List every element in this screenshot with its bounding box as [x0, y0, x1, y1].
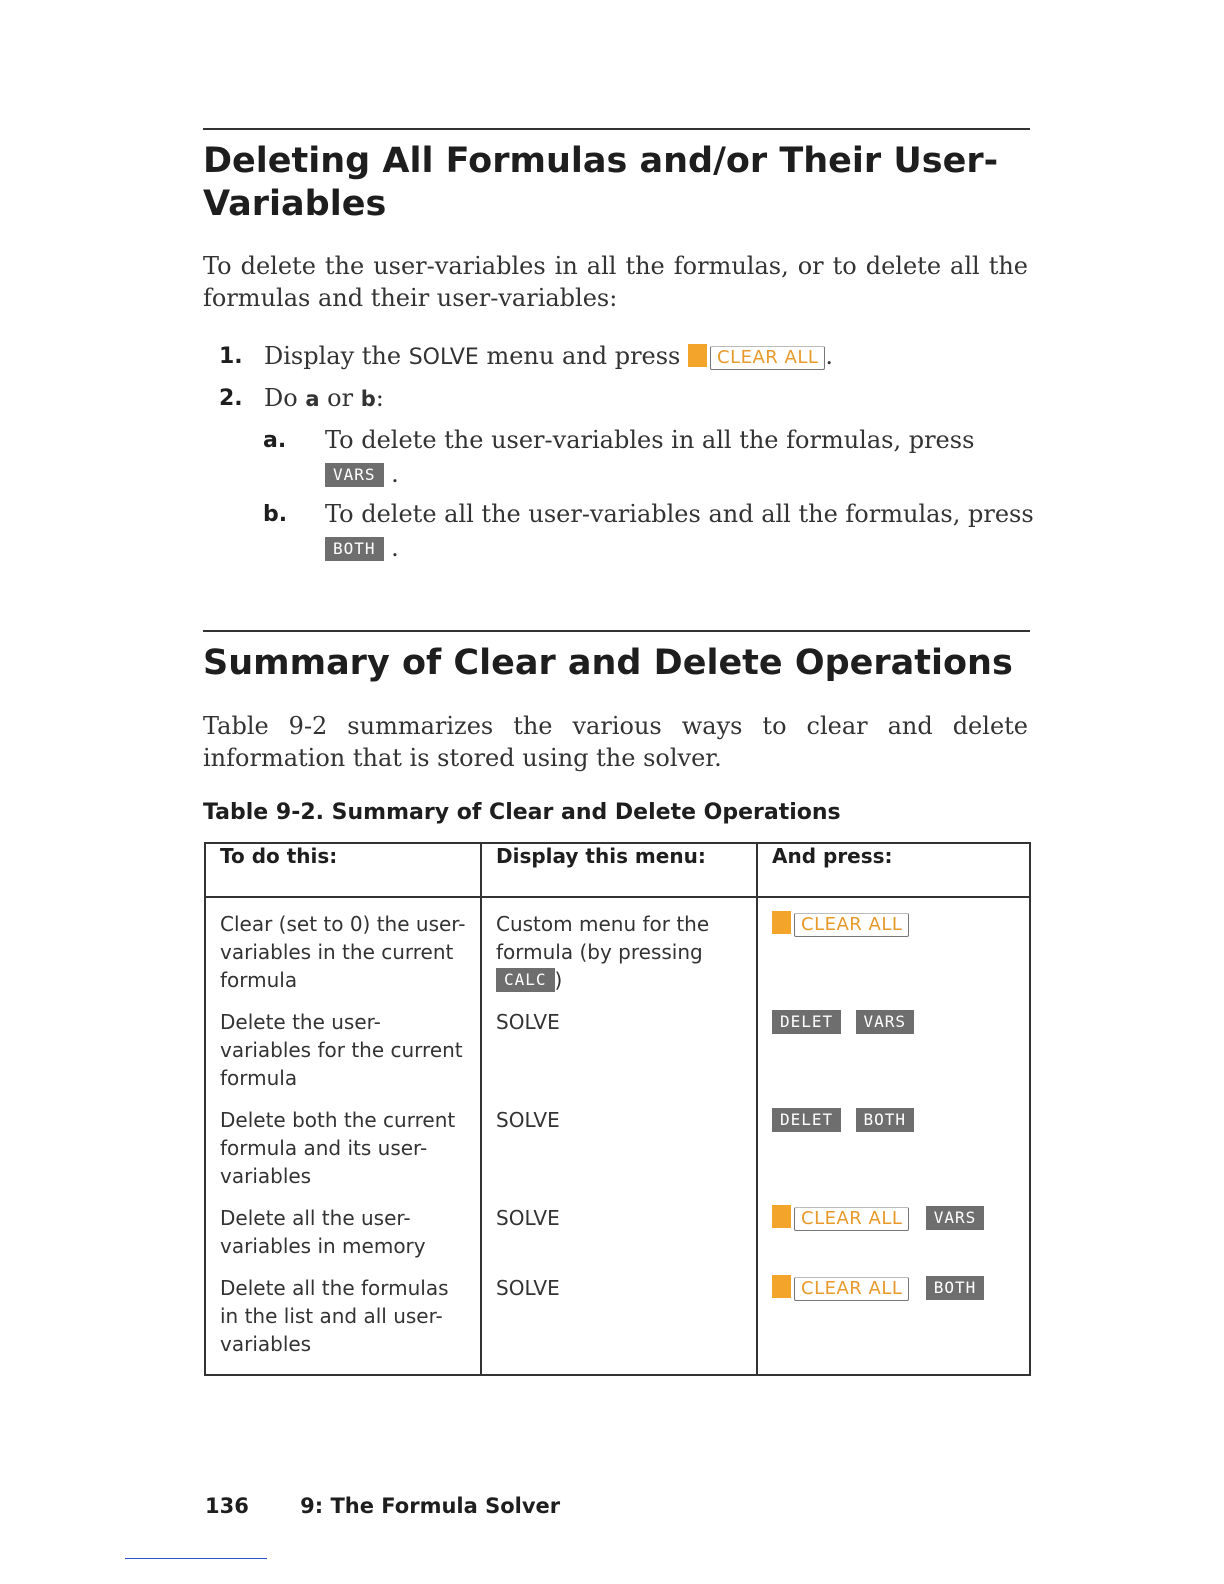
- step-number: 2.: [219, 386, 243, 411]
- row-action: Delete the user-variables for the current formula: [205, 1008, 481, 1106]
- both-key: BOTH: [926, 1276, 985, 1300]
- clear-all-key: CLEAR ALL: [710, 346, 825, 370]
- header-keys: And press:: [757, 843, 1030, 897]
- substep-text: To delete the user-variables in all the formulas, press: [325, 426, 975, 454]
- row-action: Delete both the current formula and its user-variables: [205, 1106, 481, 1204]
- table-header-row: [205, 843, 1030, 897]
- clear-all-key: CLEAR ALL: [794, 913, 909, 937]
- row-keys: [757, 1008, 1030, 1106]
- delet-key: DELET: [772, 1010, 841, 1034]
- section2-intro: Table 9-2 summarizes the various ways to clear and delete information that is stored using the solver.: [203, 712, 1028, 772]
- section-rule-summary: [203, 630, 1030, 632]
- section-title-deleting-all: Deleting All Formulas and/or Their User- Variables: [203, 141, 999, 224]
- substep-letter: b.: [263, 502, 288, 527]
- table-row: [205, 1204, 1030, 1274]
- header-action: To do this:: [205, 843, 481, 897]
- table-row: [205, 897, 1030, 1008]
- row-keys: [757, 897, 1030, 1008]
- header-menu: Display this menu:: [481, 843, 757, 897]
- step-text: Display the SOLVE menu and press CLEAR ALL .: [264, 342, 834, 370]
- vars-key: VARS: [856, 1010, 915, 1034]
- shift-key-icon: [688, 344, 707, 367]
- substep-text: To delete all the user-variables and all the formulas, press: [325, 500, 1034, 528]
- row-keys: [757, 1274, 1030, 1375]
- summary-table: [204, 842, 1031, 1376]
- chapter-title: 9: The Formula Solver: [300, 1494, 561, 1518]
- clear-all-key: CLEAR ALL: [794, 1207, 909, 1231]
- menu-name: SOLVE: [408, 345, 479, 370]
- shift-key-icon: [772, 1275, 791, 1298]
- shift-key-icon: [772, 911, 791, 934]
- clear-all-key: CLEAR ALL: [794, 1277, 909, 1301]
- vars-key: VARS: [325, 463, 384, 487]
- vars-key: VARS: [926, 1206, 985, 1230]
- section-rule-top: [203, 128, 1030, 130]
- row-action: Clear (set to 0) the user-variables in the current formula: [205, 897, 481, 1008]
- shift-key-icon: [772, 1205, 791, 1228]
- substep-letter: a.: [263, 428, 287, 453]
- calc-key: CALC: [496, 968, 555, 992]
- table-row: [205, 1106, 1030, 1204]
- row-action: Delete all the formulas in the list and all user-variables: [205, 1274, 481, 1375]
- step-text: Do a or b:: [264, 384, 384, 412]
- table-row: [205, 1274, 1030, 1375]
- section-title-summary: Summary of Clear and Delete Operations: [203, 643, 1013, 683]
- step-number: 1.: [219, 344, 243, 369]
- table-row: [205, 1008, 1030, 1106]
- table-caption: Table 9-2. Summary of Clear and Delete Operations: [203, 800, 841, 825]
- delet-key: DELET: [772, 1108, 841, 1132]
- row-menu: SOLVE: [481, 1274, 757, 1375]
- both-key: BOTH: [856, 1108, 915, 1132]
- row-menu: Custom menu for the formula (by pressing CALC ): [481, 897, 757, 1008]
- row-keys: [757, 1106, 1030, 1204]
- row-menu: SOLVE: [481, 1106, 757, 1204]
- both-key: BOTH: [325, 537, 384, 561]
- page-number: 136: [205, 1494, 249, 1518]
- footer-divider: [125, 1558, 267, 1559]
- row-menu: SOLVE: [481, 1204, 757, 1274]
- page-footer: [205, 1494, 560, 1518]
- row-keys: [757, 1204, 1030, 1274]
- row-action: Delete all the user-variables in memory: [205, 1204, 481, 1274]
- row-menu: SOLVE: [481, 1008, 757, 1106]
- section1-intro: To delete the user-variables in all the formulas, or to delete all the formulas and their user-variables:: [203, 252, 1028, 312]
